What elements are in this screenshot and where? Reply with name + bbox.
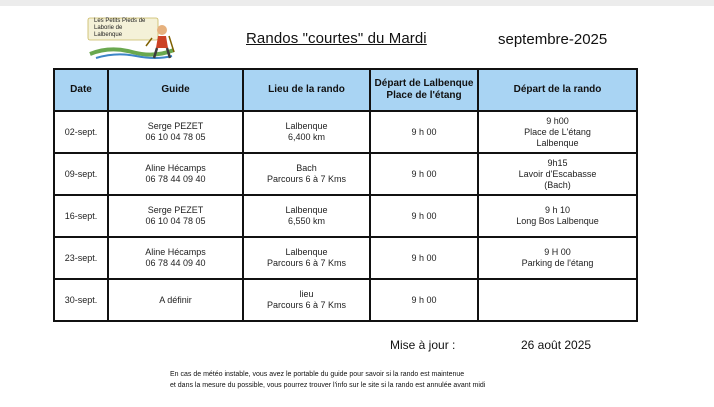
cell-lieu: Lalbenque 6,550 km xyxy=(243,195,370,237)
footer-note xyxy=(170,369,638,391)
table-row xyxy=(54,237,637,279)
table-row xyxy=(54,279,637,321)
cell-date: 02-sept. xyxy=(54,111,108,153)
cell-lieu: Lalbenque Parcours 6 à 7 Kms xyxy=(243,237,370,279)
table-row xyxy=(54,195,637,237)
cell-depart-lalbenque: 9 h 00 xyxy=(370,195,478,237)
cell-lieu: lieu Parcours 6 à 7 Kms xyxy=(243,279,370,321)
cell-date: 16-sept. xyxy=(54,195,108,237)
schedule-table xyxy=(53,68,638,322)
cell-depart-rando: 9 h 10 Long Bos Lalbenque xyxy=(478,195,637,237)
cell-date: 23-sept. xyxy=(54,237,108,279)
cell-guide: Serge PEZET 06 10 04 78 05 xyxy=(108,111,243,153)
cell-depart-lalbenque: 9 h 00 xyxy=(370,237,478,279)
col-header-guide: Guide xyxy=(108,69,243,111)
table-header-row xyxy=(54,69,637,111)
cell-depart-rando: 9h15 Lavoir d'Escabasse (Bach) xyxy=(478,153,637,195)
cell-date: 30-sept. xyxy=(54,279,108,321)
logo-text: Les Petits Pieds de Laborie de Lalbenque xyxy=(94,18,146,38)
footer-line: En cas de météo instable, vous avez le portable du guide pour savoir si la rando est maintenue xyxy=(170,371,465,378)
cell-depart-rando xyxy=(478,279,637,321)
cell-guide: Serge PEZET 06 10 04 78 05 xyxy=(108,195,243,237)
footer-line: et dans la mesure du possible, vous pourrez trouver l'info sur le site si la rando est annulée avant midi xyxy=(170,382,486,389)
cell-depart-lalbenque: 9 h 00 xyxy=(370,279,478,321)
cell-depart-lalbenque: 9 h 00 xyxy=(370,111,478,153)
top-bar xyxy=(0,0,714,6)
update-date: 26 août 2025 xyxy=(521,338,592,352)
cell-guide: Aline Hécamps 06 78 44 09 40 xyxy=(108,237,243,279)
period-label: septembre-2025 xyxy=(498,31,608,48)
col-header-depart-lalbenque: Départ de Lalbenque Place de l'étang xyxy=(370,69,478,111)
col-header-date: Date xyxy=(54,69,108,111)
cell-depart-lalbenque: 9 h 00 xyxy=(370,153,478,195)
cell-depart-rando: 9 H 00 Parking de l'étang xyxy=(478,237,637,279)
cell-guide: Aline Hécamps 06 78 44 09 40 xyxy=(108,153,243,195)
table-row xyxy=(54,153,637,195)
table-row xyxy=(54,111,637,153)
club-logo xyxy=(86,16,178,62)
page-title: Randos "courtes" du Mardi xyxy=(246,30,427,47)
cell-lieu: Lalbenque 6,400 km xyxy=(243,111,370,153)
cell-date: 09-sept. xyxy=(54,153,108,195)
col-header-depart-rando: Départ de la rando xyxy=(478,69,637,111)
cell-depart-rando: 9 h00 Place de L'étang Lalbenque xyxy=(478,111,637,153)
cell-lieu: Bach Parcours 6 à 7 Kms xyxy=(243,153,370,195)
cell-guide: A définir xyxy=(108,279,243,321)
update-label: Mise à jour : xyxy=(390,338,456,352)
col-header-lieu: Lieu de la rando xyxy=(243,69,370,111)
